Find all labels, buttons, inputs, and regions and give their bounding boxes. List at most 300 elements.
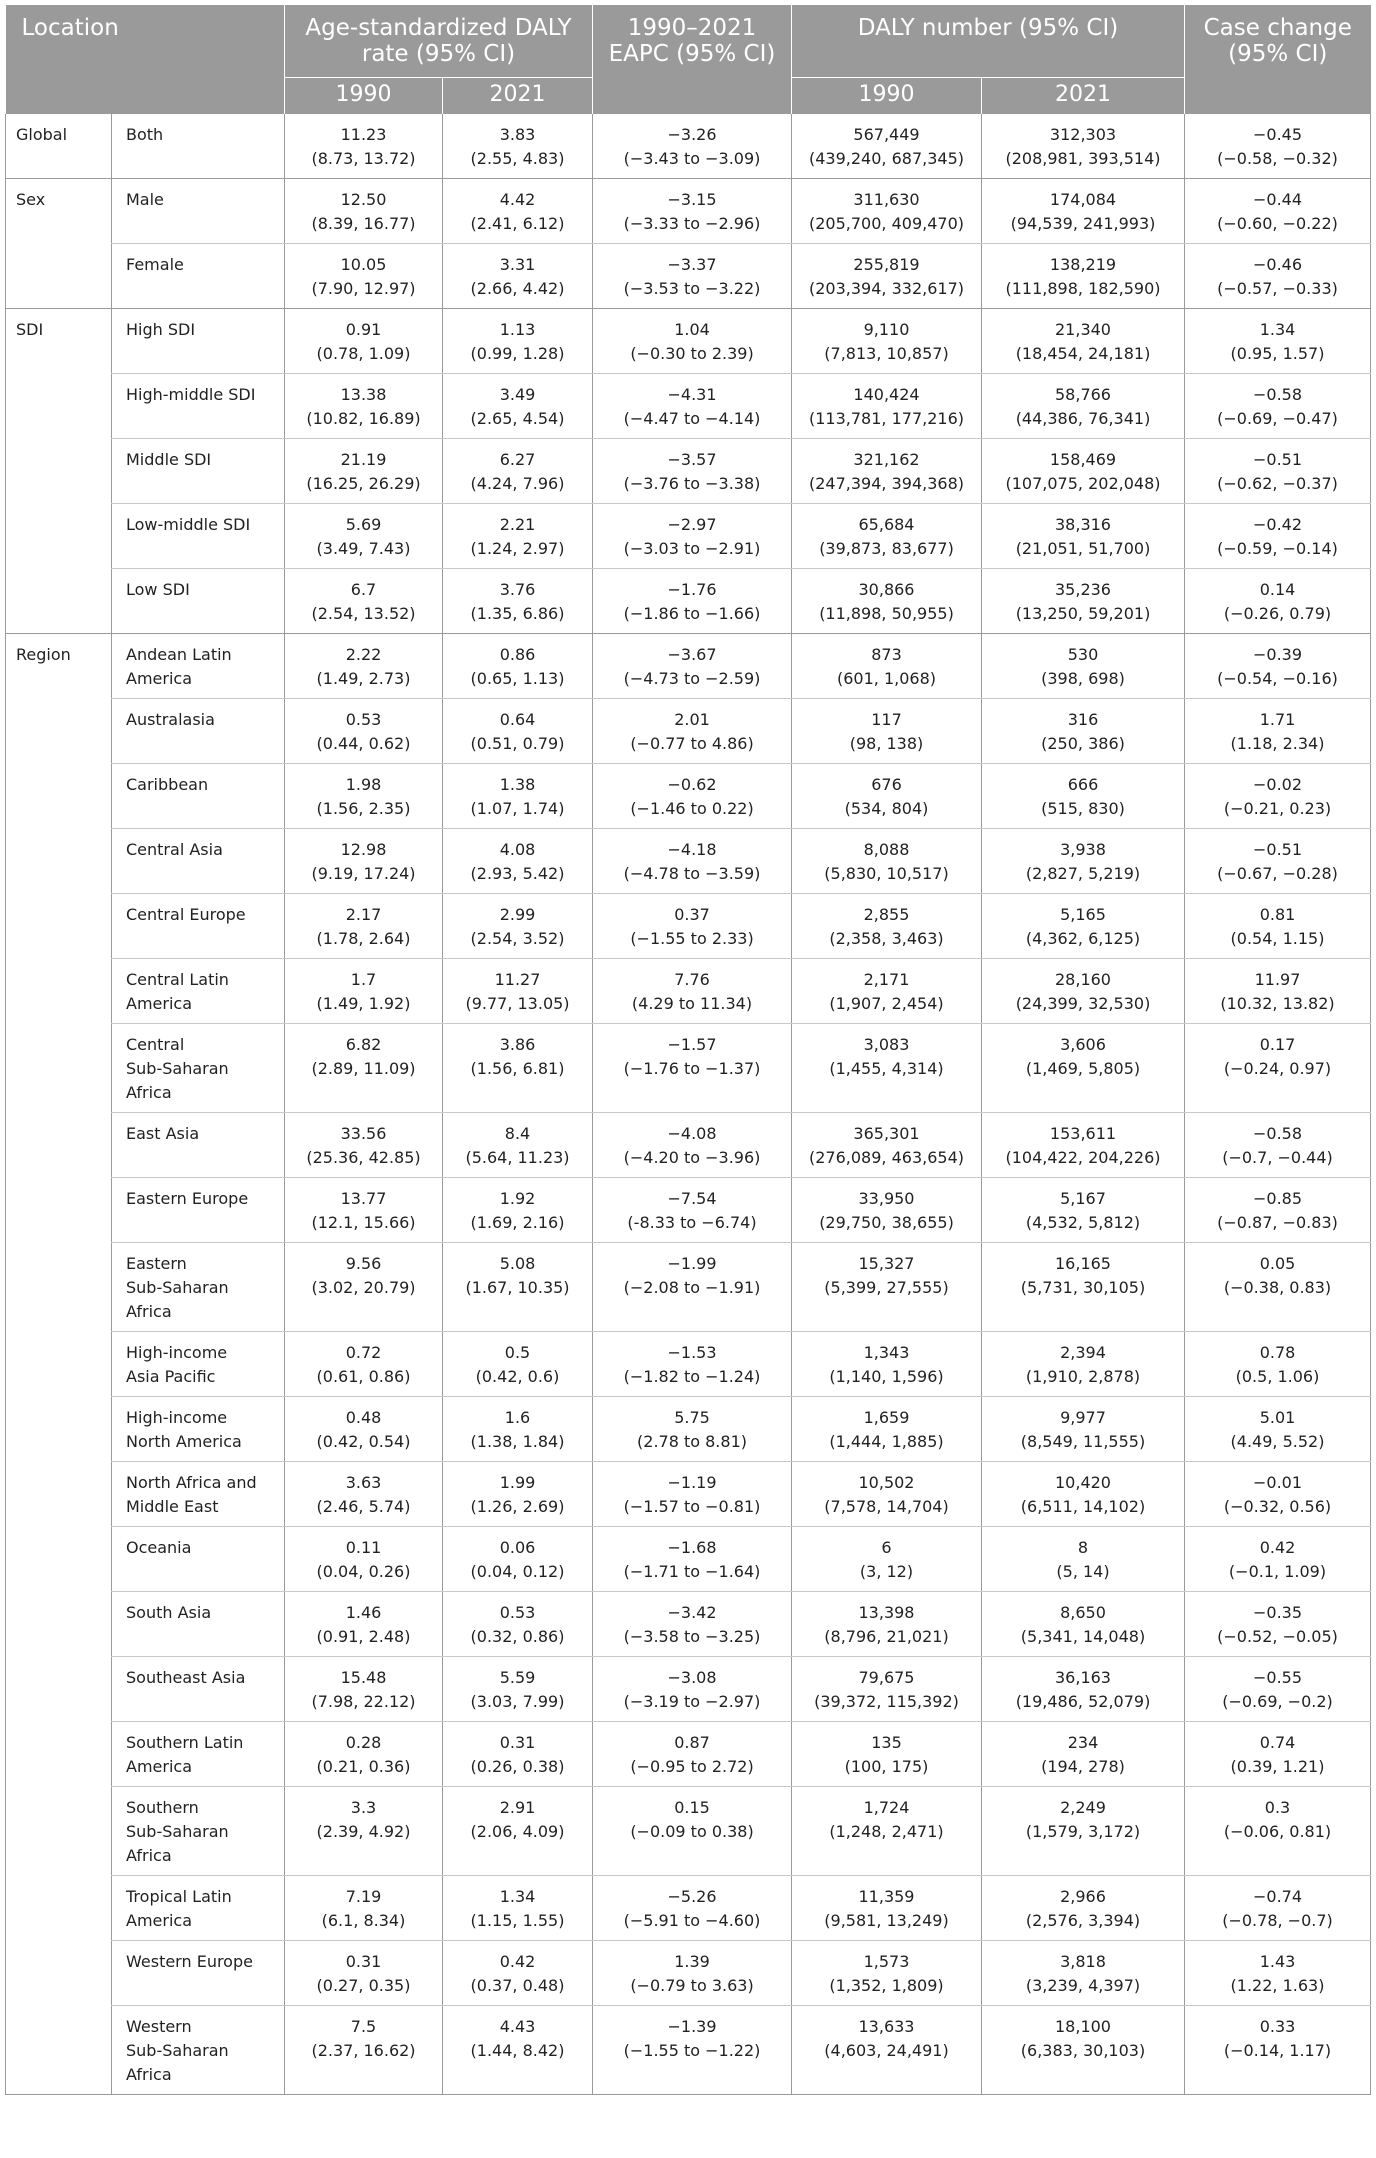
rate-2021-cell — [443, 1397, 593, 1462]
location-cell — [112, 504, 285, 569]
eapc-value: −5.26 — [667, 1887, 717, 1906]
location-name-line: Central Europe — [126, 905, 246, 924]
rate-1990-ci: (2.54, 13.52) — [311, 604, 416, 623]
rate-2021-ci: (9.77, 13.05) — [465, 994, 570, 1013]
rate-2021-ci: (0.99, 1.28) — [470, 344, 565, 363]
daly-1990-ci: (439,240, 687,345) — [809, 149, 964, 168]
location-name-line: Central Asia — [126, 840, 223, 859]
case-change-ci: (−0.78, −0.7) — [1222, 1911, 1333, 1930]
daly-2021-ci: (107,075, 202,048) — [1005, 474, 1161, 493]
daly-1990-value: 117 — [871, 710, 902, 729]
daly-1990-value: 3,083 — [863, 1035, 910, 1054]
rate-2021-cell — [443, 1592, 593, 1657]
location-name-line: Africa — [126, 1083, 172, 1102]
case-change-ci: (−0.67, −0.28) — [1217, 864, 1338, 883]
table-row — [6, 764, 1371, 829]
rate-1990-value: 7.19 — [345, 1887, 382, 1906]
rate-2021-cell — [443, 244, 593, 309]
daly-2021-cell — [982, 764, 1185, 829]
daly-1990-ci: (247,394, 394,368) — [809, 474, 964, 493]
rate-1990-value: 0.53 — [345, 710, 382, 729]
daly-2021-cell — [982, 959, 1185, 1024]
rate-1990-ci: (16.25, 26.29) — [306, 474, 421, 493]
daly-2021-ci: (19,486, 52,079) — [1015, 1692, 1151, 1711]
daly-1990-cell — [792, 1332, 982, 1397]
daly-1990-ci: (5,830, 10,517) — [824, 864, 949, 883]
rate-2021-ci: (4.24, 7.96) — [470, 474, 565, 493]
daly-1990-cell — [792, 1592, 982, 1657]
case-change-ci: (−0.06, 0.81) — [1223, 1822, 1332, 1841]
case-change-value: 0.17 — [1259, 1035, 1296, 1054]
eapc-cell — [593, 1243, 792, 1332]
rate-2021-cell — [443, 1462, 593, 1527]
rate-2021-value: 11.27 — [494, 970, 541, 989]
header-case-change: Case change (95% CI) — [1185, 5, 1371, 114]
location-cell — [112, 1787, 285, 1876]
rate-2021-ci: (0.65, 1.13) — [470, 669, 565, 688]
eapc-value: −4.08 — [667, 1124, 717, 1143]
location-cell — [112, 699, 285, 764]
daly-2021-cell — [982, 2006, 1185, 2095]
daly-2021-ci: (13,250, 59,201) — [1015, 604, 1151, 623]
eapc-value: 5.75 — [674, 1408, 710, 1427]
daly-1990-cell — [792, 504, 982, 569]
eapc-value: 0.37 — [674, 905, 710, 924]
eapc-ci: (−3.76 to −3.38) — [623, 474, 761, 493]
daly-2021-value: 5,165 — [1060, 905, 1106, 924]
table-row — [6, 1722, 1371, 1787]
eapc-value: 1.39 — [674, 1952, 710, 1971]
location-name-line: North America — [126, 1432, 242, 1451]
case-change-ci: (4.49, 5.52) — [1230, 1432, 1325, 1451]
rate-2021-value: 0.42 — [499, 1952, 536, 1971]
daly-1990-cell — [792, 309, 982, 374]
daly-1990-cell — [792, 764, 982, 829]
daly-2021-ci: (250, 386) — [1041, 734, 1125, 753]
location-name-line: Africa — [126, 1846, 172, 1865]
rate-1990-cell — [285, 1592, 443, 1657]
header-number-1990: 1990 — [792, 78, 982, 115]
eapc-ci: (−4.73 to −2.59) — [623, 669, 761, 688]
daly-1990-value: 2,171 — [863, 970, 910, 989]
rate-1990-value: 0.72 — [345, 1343, 382, 1362]
rate-1990-value: 21.19 — [340, 450, 387, 469]
daly-2021-ci: (21,051, 51,700) — [1015, 539, 1151, 558]
rate-2021-value: 2.21 — [499, 515, 536, 534]
daly-2021-ci: (5,731, 30,105) — [1020, 1278, 1146, 1297]
table-row — [6, 699, 1371, 764]
location-name-line: North Africa and — [126, 1473, 257, 1492]
rate-2021-cell — [443, 829, 593, 894]
eapc-value: −1.68 — [667, 1538, 717, 1557]
daly-1990-cell — [792, 1722, 982, 1787]
daly-1990-ci: (276,089, 463,654) — [809, 1148, 964, 1167]
daly-1990-ci: (1,444, 1,885) — [829, 1432, 944, 1451]
eapc-cell — [593, 1178, 792, 1243]
rate-1990-value: 2.22 — [345, 645, 382, 664]
eapc-ci: (−1.82 to −1.24) — [623, 1367, 761, 1386]
eapc-cell — [593, 374, 792, 439]
rate-2021-ci: (1.56, 6.81) — [470, 1059, 565, 1078]
rate-1990-value: 0.28 — [345, 1733, 382, 1752]
rate-2021-ci: (1.38, 1.84) — [470, 1432, 565, 1451]
daly-2021-value: 2,966 — [1060, 1887, 1106, 1906]
daly-1990-ci: (98, 138) — [849, 734, 924, 753]
rate-2021-ci: (2.55, 4.83) — [470, 149, 565, 168]
rate-1990-value: 3.3 — [350, 1798, 377, 1817]
header-rate-1990: 1990 — [285, 78, 443, 115]
table-row — [6, 1592, 1371, 1657]
daly-2021-value: 530 — [1067, 645, 1099, 664]
rate-2021-cell — [443, 1113, 593, 1178]
header-rate: Age-standardized DALY rate (95% CI) — [285, 5, 593, 78]
daly-1990-ci: (1,907, 2,454) — [829, 994, 944, 1013]
location-name-line: Western Europe — [126, 1952, 253, 1971]
case-change-ci: (0.5, 1.06) — [1235, 1367, 1320, 1386]
table-row — [6, 244, 1371, 309]
rate-2021-value: 0.64 — [499, 710, 536, 729]
daly-2021-cell — [982, 569, 1185, 634]
rate-1990-cell — [285, 1722, 443, 1787]
rate-2021-ci: (1.24, 2.97) — [470, 539, 565, 558]
case-change-cell — [1185, 1332, 1371, 1397]
case-change-ci: (0.54, 1.15) — [1230, 929, 1325, 948]
eapc-cell — [593, 699, 792, 764]
case-change-cell — [1185, 1787, 1371, 1876]
case-change-ci: (−0.87, −0.83) — [1217, 1213, 1338, 1232]
rate-1990-value: 33.56 — [340, 1124, 387, 1143]
daly-2021-cell — [982, 1243, 1185, 1332]
daly-1990-value: 10,502 — [858, 1473, 915, 1492]
eapc-value: −3.67 — [667, 645, 717, 664]
daly-1990-cell — [792, 374, 982, 439]
rate-1990-ci: (9.19, 17.24) — [311, 864, 416, 883]
eapc-cell — [593, 179, 792, 244]
case-change-cell — [1185, 1397, 1371, 1462]
location-name-line: Oceania — [126, 1538, 192, 1557]
daly-1990-cell — [792, 1397, 982, 1462]
eapc-value: −7.54 — [667, 1189, 717, 1208]
rate-2021-ci: (1.67, 10.35) — [465, 1278, 570, 1297]
eapc-ci: (−1.71 to −1.64) — [623, 1562, 761, 1581]
rate-2021-ci: (0.32, 0.86) — [470, 1627, 565, 1646]
daly-2021-value: 8,650 — [1060, 1603, 1106, 1622]
eapc-ci: (−1.86 to −1.66) — [623, 604, 761, 623]
table-header — [6, 5, 1371, 114]
rate-2021-cell — [443, 634, 593, 699]
eapc-ci: (−3.03 to −2.91) — [623, 539, 761, 558]
location-name-line: High-middle SDI — [126, 385, 256, 404]
header-daly-number: DALY number (95% CI) — [792, 5, 1185, 78]
rate-1990-value: 9.56 — [345, 1254, 382, 1273]
eapc-value: −3.42 — [667, 1603, 717, 1622]
case-change-cell — [1185, 179, 1371, 244]
rate-1990-cell — [285, 569, 443, 634]
rate-2021-ci: (1.15, 1.55) — [470, 1911, 565, 1930]
rate-1990-value: 11.23 — [340, 125, 387, 144]
case-change-cell — [1185, 699, 1371, 764]
location-name-line: Asia Pacific — [126, 1367, 216, 1386]
case-change-value: −0.51 — [1252, 450, 1303, 469]
daly-2021-value: 38,316 — [1055, 515, 1111, 534]
daly-2021-cell — [982, 1787, 1185, 1876]
eapc-value: −2.97 — [667, 515, 717, 534]
case-change-cell — [1185, 2006, 1371, 2095]
eapc-ci: (4.29 to 11.34) — [631, 994, 753, 1013]
daly-2021-cell — [982, 309, 1185, 374]
eapc-ci: (−3.53 to −3.22) — [623, 279, 761, 298]
case-change-cell — [1185, 829, 1371, 894]
table-row — [6, 439, 1371, 504]
rate-2021-value: 0.86 — [499, 645, 536, 664]
case-change-ci: (−0.14, 1.17) — [1223, 2041, 1332, 2060]
eapc-ci: (−1.57 to −0.81) — [623, 1497, 761, 1516]
daly-2021-ci: (5,341, 14,048) — [1020, 1627, 1146, 1646]
location-name-line: Both — [126, 125, 164, 144]
location-cell — [112, 374, 285, 439]
rate-2021-value: 0.53 — [499, 1603, 536, 1622]
location-cell — [112, 309, 285, 374]
rate-2021-cell — [443, 114, 593, 179]
eapc-cell — [593, 959, 792, 1024]
daly-2021-value: 58,766 — [1055, 385, 1111, 404]
location-cell — [112, 634, 285, 699]
daly-1990-cell — [792, 1178, 982, 1243]
table-body — [6, 114, 1371, 2095]
daly-2021-value: 234 — [1067, 1733, 1099, 1752]
eapc-value: −4.31 — [667, 385, 717, 404]
case-change-ci: (−0.21, 0.23) — [1223, 799, 1332, 818]
daly-1990-cell — [792, 2006, 982, 2095]
table-row — [6, 1178, 1371, 1243]
rate-1990-cell — [285, 1397, 443, 1462]
case-change-value: 0.3 — [1264, 1798, 1291, 1817]
location-name-line: Central — [126, 1035, 185, 1054]
rate-1990-cell — [285, 1113, 443, 1178]
location-name-line: Sub-Saharan — [126, 1059, 229, 1078]
rate-1990-ci: (1.56, 2.35) — [316, 799, 411, 818]
location-cell — [112, 439, 285, 504]
daly-2021-ci: (1,910, 2,878) — [1025, 1367, 1141, 1386]
rate-2021-ci: (0.04, 0.12) — [470, 1562, 565, 1581]
daly-2021-cell — [982, 1876, 1185, 1941]
daly-1990-value: 65,684 — [858, 515, 915, 534]
case-change-ci: (0.39, 1.21) — [1230, 1757, 1325, 1776]
daly-1990-ci: (29,750, 38,655) — [819, 1213, 954, 1232]
rate-1990-ci: (3.02, 20.79) — [311, 1278, 416, 1297]
daly-1990-value: 33,950 — [858, 1189, 915, 1208]
rate-1990-value: 13.77 — [340, 1189, 387, 1208]
table-row — [6, 1332, 1371, 1397]
location-cell — [112, 244, 285, 309]
rate-1990-cell — [285, 1243, 443, 1332]
daly-2021-ci: (3,239, 4,397) — [1025, 1976, 1141, 1995]
daly-table — [5, 5, 1371, 2095]
daly-1990-value: 13,633 — [858, 2017, 915, 2036]
rate-1990-value: 5.69 — [345, 515, 382, 534]
case-change-cell — [1185, 1462, 1371, 1527]
daly-2021-cell — [982, 114, 1185, 179]
eapc-cell — [593, 309, 792, 374]
case-change-ci: (−0.1, 1.09) — [1228, 1562, 1327, 1581]
eapc-cell — [593, 1332, 792, 1397]
daly-1990-cell — [792, 829, 982, 894]
daly-1990-cell — [792, 114, 982, 179]
case-change-cell — [1185, 1657, 1371, 1722]
daly-1990-value: 311,630 — [853, 190, 920, 209]
location-name-line: America — [126, 994, 192, 1013]
location-name-line: Andean Latin — [126, 645, 232, 664]
rate-1990-cell — [285, 374, 443, 439]
daly-2021-cell — [982, 439, 1185, 504]
daly-2021-cell — [982, 179, 1185, 244]
daly-1990-ci: (1,140, 1,596) — [829, 1367, 944, 1386]
eapc-value: 2.01 — [674, 710, 710, 729]
location-name-line: Sub-Saharan — [126, 1822, 229, 1841]
daly-1990-ci: (11,898, 50,955) — [819, 604, 954, 623]
rate-2021-ci: (1.07, 1.74) — [470, 799, 565, 818]
case-change-value: −0.44 — [1252, 190, 1303, 209]
daly-2021-ci: (515, 830) — [1041, 799, 1125, 818]
case-change-ci: (−0.69, −0.47) — [1217, 409, 1338, 428]
rate-1990-ci: (2.46, 5.74) — [316, 1497, 411, 1516]
eapc-cell — [593, 764, 792, 829]
location-name-line: Eastern Europe — [126, 1189, 249, 1208]
daly-1990-cell — [792, 244, 982, 309]
rate-1990-ci: (8.73, 13.72) — [311, 149, 416, 168]
eapc-value: −1.57 — [667, 1035, 717, 1054]
daly-1990-cell — [792, 959, 982, 1024]
case-change-cell — [1185, 439, 1371, 504]
daly-2021-value: 9,977 — [1060, 1408, 1106, 1427]
rate-1990-value: 15.48 — [340, 1668, 387, 1687]
eapc-cell — [593, 1397, 792, 1462]
location-name-line: High-income — [126, 1343, 228, 1362]
daly-1990-value: 676 — [871, 775, 902, 794]
location-name-line: South Asia — [126, 1603, 212, 1622]
eapc-value: 0.15 — [674, 1798, 710, 1817]
rate-2021-ci: (5.64, 11.23) — [465, 1148, 570, 1167]
table-row — [6, 1462, 1371, 1527]
case-change-ci: (−0.54, −0.16) — [1217, 669, 1338, 688]
eapc-cell — [593, 1876, 792, 1941]
daly-2021-ci: (398, 698) — [1041, 669, 1125, 688]
rate-2021-ci: (2.06, 4.09) — [470, 1822, 565, 1841]
daly-1990-cell — [792, 1024, 982, 1113]
rate-2021-value: 1.38 — [499, 775, 536, 794]
eapc-ci: (−1.55 to −1.22) — [623, 2041, 761, 2060]
rate-1990-ci: (0.91, 2.48) — [316, 1627, 411, 1646]
daly-1990-ci: (534, 804) — [844, 799, 929, 818]
eapc-value: 7.76 — [674, 970, 710, 989]
rate-1990-ci: (0.21, 0.36) — [316, 1757, 411, 1776]
daly-2021-value: 5,167 — [1060, 1189, 1106, 1208]
daly-1990-ci: (39,372, 115,392) — [814, 1692, 959, 1711]
location-name-line: Western — [126, 2017, 192, 2036]
rate-2021-cell — [443, 1657, 593, 1722]
table-row — [6, 1657, 1371, 1722]
eapc-cell — [593, 1657, 792, 1722]
rate-1990-value: 6.7 — [350, 580, 377, 599]
rate-2021-value: 5.59 — [499, 1668, 536, 1687]
daly-1990-ci: (2,358, 3,463) — [829, 929, 944, 948]
rate-2021-ci: (2.41, 6.12) — [470, 214, 565, 233]
rate-1990-cell — [285, 764, 443, 829]
daly-2021-cell — [982, 1941, 1185, 2006]
rate-1990-cell — [285, 1787, 443, 1876]
rate-2021-cell — [443, 764, 593, 829]
case-change-cell — [1185, 959, 1371, 1024]
case-change-ci: (−0.24, 0.97) — [1223, 1059, 1332, 1078]
rate-1990-value: 13.38 — [340, 385, 387, 404]
daly-2021-ci: (1,579, 3,172) — [1025, 1822, 1141, 1841]
rate-2021-ci: (3.03, 7.99) — [470, 1692, 565, 1711]
daly-2021-ci: (208,981, 393,514) — [1005, 149, 1161, 168]
rate-1990-cell — [285, 699, 443, 764]
case-change-ci: (−0.32, 0.56) — [1223, 1497, 1332, 1516]
case-change-value: 1.71 — [1259, 710, 1296, 729]
rate-1990-cell — [285, 179, 443, 244]
location-name-line: Central Latin — [126, 970, 229, 989]
rate-2021-value: 4.42 — [499, 190, 536, 209]
daly-1990-cell — [792, 1876, 982, 1941]
case-change-ci: (−0.58, −0.32) — [1217, 149, 1338, 168]
location-cell — [112, 1876, 285, 1941]
table-row — [6, 1876, 1371, 1941]
daly-2021-value: 10,420 — [1055, 1473, 1111, 1492]
daly-1990-value: 135 — [871, 1733, 902, 1752]
case-change-ci: (−0.59, −0.14) — [1217, 539, 1338, 558]
daly-1990-cell — [792, 179, 982, 244]
case-change-cell — [1185, 1024, 1371, 1113]
rate-1990-ci: (2.37, 16.62) — [311, 2041, 416, 2060]
eapc-value: −1.99 — [667, 1254, 717, 1273]
rate-2021-value: 1.13 — [499, 320, 536, 339]
daly-1990-ci: (1,248, 2,471) — [829, 1822, 944, 1841]
daly-2021-cell — [982, 1722, 1185, 1787]
rate-1990-ci: (8.39, 16.77) — [311, 214, 416, 233]
rate-1990-cell — [285, 504, 443, 569]
daly-1990-cell — [792, 1462, 982, 1527]
rate-1990-cell — [285, 829, 443, 894]
daly-2021-cell — [982, 1527, 1185, 1592]
case-change-cell — [1185, 504, 1371, 569]
daly-1990-ci: (205,700, 409,470) — [809, 214, 964, 233]
rate-1990-ci: (1.49, 1.92) — [316, 994, 411, 1013]
case-change-cell — [1185, 1527, 1371, 1592]
table-row — [6, 1024, 1371, 1113]
location-name-line: Africa — [126, 2065, 172, 2084]
rate-2021-value: 0.5 — [504, 1343, 531, 1362]
table-row — [6, 1397, 1371, 1462]
rate-2021-cell — [443, 1527, 593, 1592]
location-name-line: Male — [126, 190, 164, 209]
eapc-value: −4.18 — [667, 840, 717, 859]
rate-2021-value: 3.83 — [499, 125, 536, 144]
rate-1990-cell — [285, 1527, 443, 1592]
daly-1990-ci: (39,873, 83,677) — [819, 539, 954, 558]
rate-2021-cell — [443, 959, 593, 1024]
eapc-value: −1.39 — [667, 2017, 717, 2036]
group-label: Global — [6, 114, 112, 179]
rate-2021-value: 3.86 — [499, 1035, 536, 1054]
daly-1990-ci: (1,352, 1,809) — [829, 1976, 944, 1995]
rate-2021-ci: (1.69, 2.16) — [470, 1213, 565, 1232]
daly-2021-value: 666 — [1067, 775, 1099, 794]
table-row — [6, 504, 1371, 569]
rate-1990-ci: (25.36, 42.85) — [306, 1148, 421, 1167]
eapc-ci: (−3.43 to −3.09) — [623, 149, 761, 168]
